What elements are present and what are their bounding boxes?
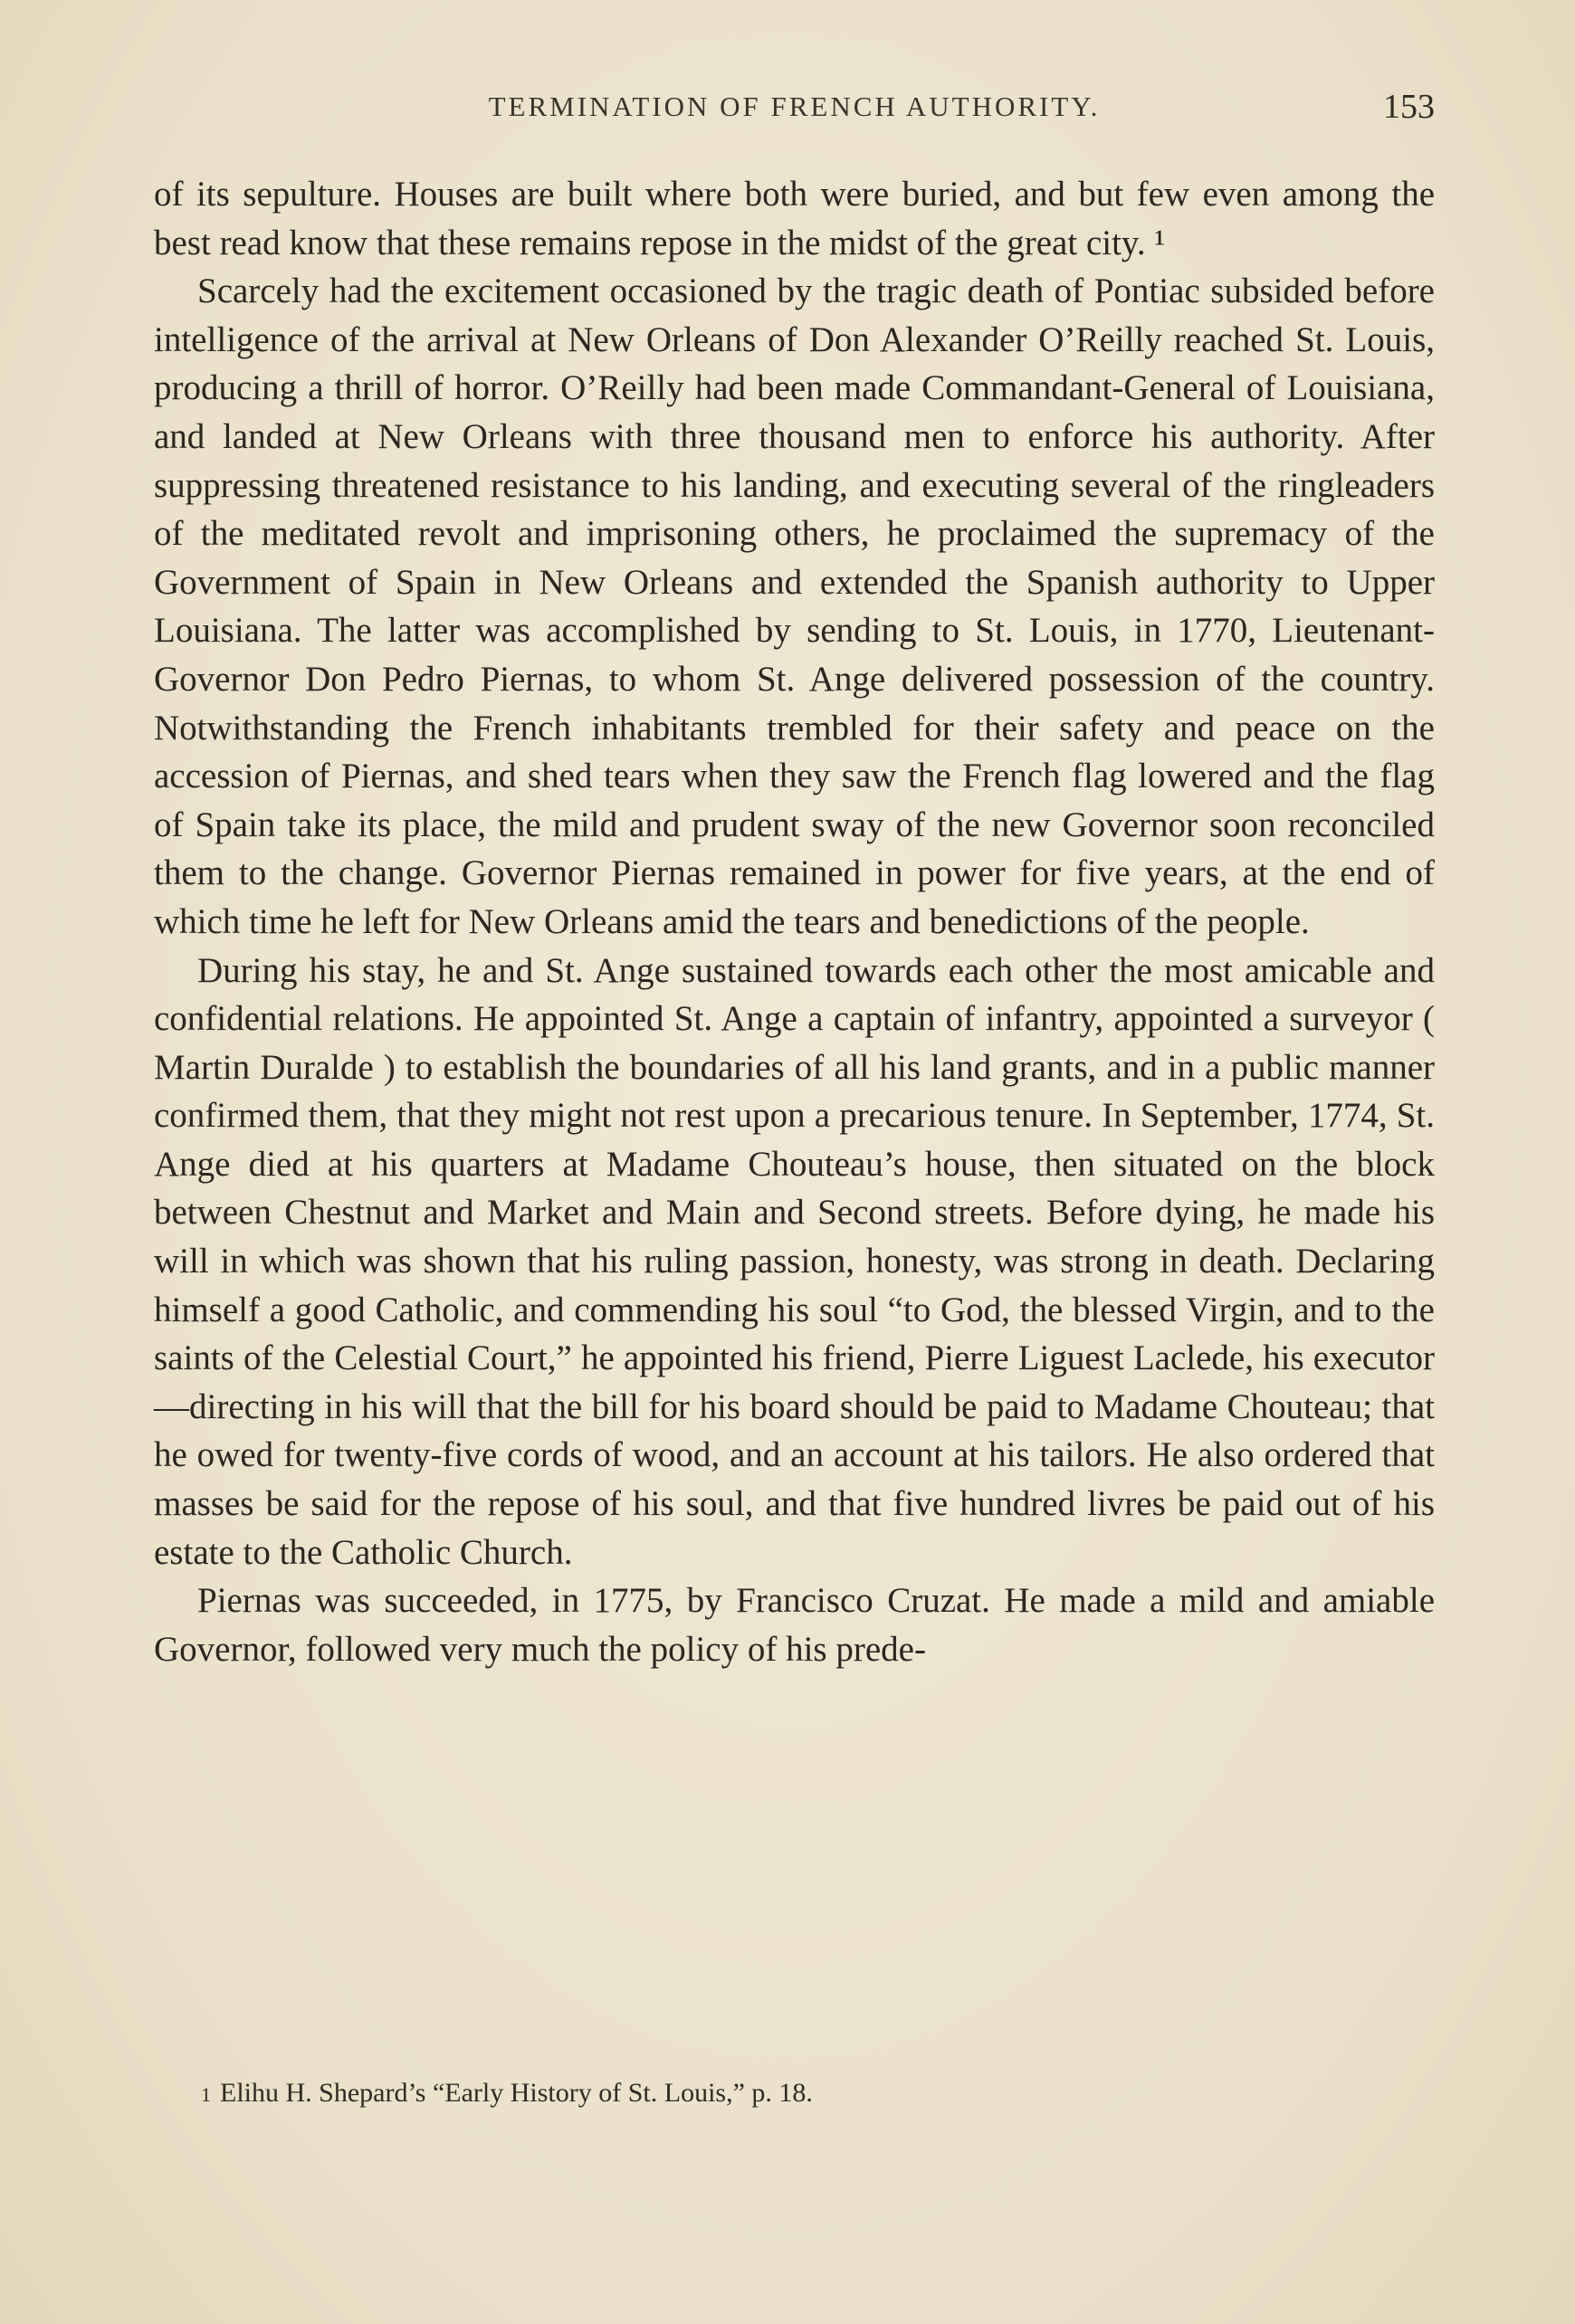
paragraph-continuation: of its sepulture. Houses are built where both were buried, and but few even among the best read know that these remains repose in the midst of the great city. ¹ xyxy=(154,175,1435,262)
paragraph-cruzat: Piernas was succeeded, in 1775, by Francisco Cruzat. He made a mild and amiable Governor, followed very much the policy of his prede- xyxy=(154,1581,1435,1669)
page-number: 153 xyxy=(1383,88,1435,126)
footnote xyxy=(201,2075,1378,2113)
page-header xyxy=(154,90,1435,145)
body-text xyxy=(154,170,1435,1673)
running-head: TERMINATION OF FRENCH AUTHORITY. xyxy=(488,90,1101,122)
footnote-marker: 1 xyxy=(201,2083,211,2106)
paragraph-oreilly: Scarcely had the excitement occasioned by the tragic death of Pontiac subsided before intelligence of the arrival at New Orleans of Don Alexander O’Reilly reached St. Louis, producing a thrill of horror. O’Reilly had been made Commandant-General of Louisiana, and landed at New Orleans with three thousand men to enforce his authority. After suppressing threatened resistance to his landing, and executing several of the ringleaders of the meditated revolt and imprisoning others, he proclaimed the supremacy of the Government of Spain in New Orleans and extended the Spanish authority to Upper Louisiana. The latter was accomplished by sending to St. Louis, in 1770, Lieutenant-Governor Don Pedro Piernas, to whom St. Ange delivered possession of the country. Notwithstanding the French inhabitants trembled for their safety and peace on the accession of Piernas, and shed tears when they saw the French flag lowered and the flag of Spain take its place, the mild and prudent sway of the new Governor soon reconciled them to the change. Governor Piernas remained in power for five years, at the end of which time he left for New Orleans amid the tears and benedictions of the people. xyxy=(154,271,1435,941)
paragraph-st-ange: During his stay, he and St. Ange sustained towards each other the most amicable and confidential relations. He appointed St. Ange a captain of infantry, appointed a surveyor ( Martin Duralde ) to establish the boundaries of all his land grants, and in a public manner confirmed them, that they might not rest upon a precarious tenure. In September, 1774, St. Ange died at his quarters at Madame Chouteau’s house, then situated on the block between Chestnut and Market and Main and Second streets. Before dying, he made his will in which was shown that his ruling passion, honesty, was strong in death. Declaring himself a good Catholic, and commending his soul “to God, the blessed Virgin, and to the saints of the Celestial Court,” he appointed his friend, Pierre Liguest Laclede, his executor—directing in his will that the bill for his board should be paid to Madame Chouteau; that he owed for twenty-five cords of wood, and an account at his tailors. He also ordered that masses be said for the repose of his soul, and that five hundred livres be paid out of his estate to the Catholic Church. xyxy=(154,950,1435,1572)
footnote-text: Elihu H. Shepard’s “Early History of St. Louis,” p. 18. xyxy=(220,2078,813,2108)
